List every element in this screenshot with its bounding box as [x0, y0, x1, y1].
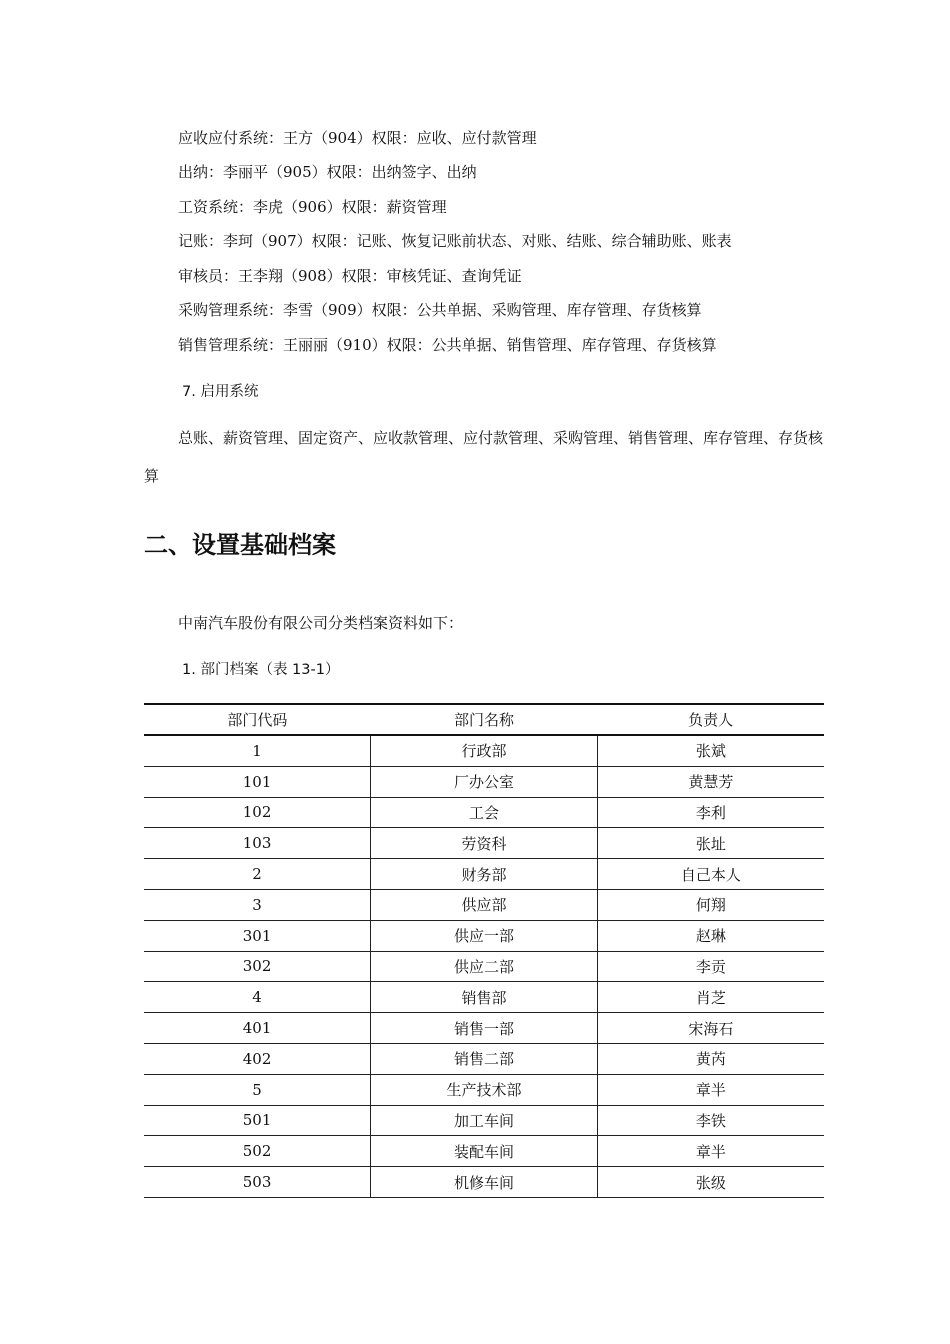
cell-dept-name: 劳资科: [371, 828, 598, 859]
cell-dept-code: 302: [144, 951, 371, 982]
user-line-ar-ap: 应收应付系统：王方（904）权限：应收、应付款管理: [178, 129, 537, 147]
user-line-auditor: 审核员：王李翔（908）权限：审核凭证、查询凭证: [178, 267, 522, 285]
cell-manager: 章半: [597, 1136, 824, 1167]
cell-manager: 黄芮: [597, 1043, 824, 1074]
cell-dept-name: 供应一部: [371, 920, 598, 951]
cell-dept-code: 5: [144, 1074, 371, 1105]
section-title: 二、设置基础档案: [144, 531, 336, 559]
table-row: [144, 920, 824, 951]
table-row: [144, 828, 824, 859]
cell-manager: 李铁: [597, 1105, 824, 1136]
table-caption: 1. 部门档案（表 13-1）: [182, 662, 340, 678]
user-line-cashier: 出纳：李丽平（905）权限：出纳签字、出纳: [178, 163, 477, 181]
cell-dept-code: 4: [144, 982, 371, 1013]
header-dept-code: 部门代码: [144, 704, 371, 735]
cell-manager: 宋海石: [597, 1013, 824, 1044]
cell-dept-name: 供应部: [371, 889, 598, 920]
user-line-purchasing: 采购管理系统：李雪（909）权限：公共单据、采购管理、库存管理、存货核算: [178, 301, 702, 319]
cell-dept-code: 2: [144, 859, 371, 890]
cell-manager: 李贡: [597, 951, 824, 982]
cell-dept-code: 401: [144, 1013, 371, 1044]
enable-system-paragraph: 总账、薪资管理、固定资产、应收款管理、应付款管理、采购管理、销售管理、库存管理、存货核算: [144, 429, 824, 485]
table-row: [144, 1074, 824, 1105]
cell-manager: 自己本人: [597, 859, 824, 890]
cell-dept-name: 加工车间: [371, 1105, 598, 1136]
table-row: [144, 859, 824, 890]
cell-manager: 李利: [597, 797, 824, 828]
cell-dept-name: 行政部: [371, 735, 598, 766]
header-dept-name: 部门名称: [371, 704, 598, 735]
department-table: [144, 703, 824, 1198]
table-row: [144, 797, 824, 828]
cell-dept-code: 1: [144, 735, 371, 766]
section-intro: 中南汽车股份有限公司分类档案资料如下：: [178, 614, 464, 632]
table-row: [144, 1105, 824, 1136]
cell-manager: 肖芝: [597, 982, 824, 1013]
cell-dept-code: 301: [144, 920, 371, 951]
cell-manager: 黄慧芳: [597, 766, 824, 797]
user-line-sales: 销售管理系统：王丽丽（910）权限：公共单据、销售管理、库存管理、存货核算: [178, 336, 717, 354]
cell-manager: 赵琳: [597, 920, 824, 951]
cell-dept-code: 502: [144, 1136, 371, 1167]
cell-dept-name: 销售二部: [371, 1043, 598, 1074]
cell-dept-name: 机修车间: [371, 1167, 598, 1198]
cell-dept-name: 生产技术部: [371, 1074, 598, 1105]
user-line-payroll: 工资系统：李虎（906）权限：薪资管理: [178, 198, 447, 216]
cell-manager: 张级: [597, 1167, 824, 1198]
table-row: [144, 1136, 824, 1167]
cell-dept-code: 103: [144, 828, 371, 859]
cell-dept-code: 101: [144, 766, 371, 797]
cell-manager: 章半: [597, 1074, 824, 1105]
cell-manager: 张斌: [597, 735, 824, 766]
cell-dept-code: 3: [144, 889, 371, 920]
table-row: [144, 1043, 824, 1074]
table-header-row: [144, 704, 824, 735]
user-line-bookkeeping: 记账：李珂（907）权限：记账、恢复记账前状态、对账、结账、综合辅助账、账表: [178, 232, 732, 250]
table-row: [144, 735, 824, 766]
cell-dept-name: 厂办公室: [371, 766, 598, 797]
cell-dept-name: 财务部: [371, 859, 598, 890]
cell-dept-name: 销售部: [371, 982, 598, 1013]
cell-manager: 张址: [597, 828, 824, 859]
cell-dept-code: 501: [144, 1105, 371, 1136]
cell-dept-name: 供应二部: [371, 951, 598, 982]
table-row: [144, 982, 824, 1013]
cell-dept-name: 工会: [371, 797, 598, 828]
header-manager: 负责人: [597, 704, 824, 735]
table-row: [144, 889, 824, 920]
table-row: [144, 1167, 824, 1198]
cell-manager: 何翔: [597, 889, 824, 920]
cell-dept-code: 402: [144, 1043, 371, 1074]
table-row: [144, 1013, 824, 1044]
cell-dept-name: 装配车间: [371, 1136, 598, 1167]
cell-dept-code: 102: [144, 797, 371, 828]
cell-dept-code: 503: [144, 1167, 371, 1198]
cell-dept-name: 销售一部: [371, 1013, 598, 1044]
enable-system-heading: 7. 启用系统: [182, 384, 259, 400]
table-row: [144, 766, 824, 797]
table-row: [144, 951, 824, 982]
